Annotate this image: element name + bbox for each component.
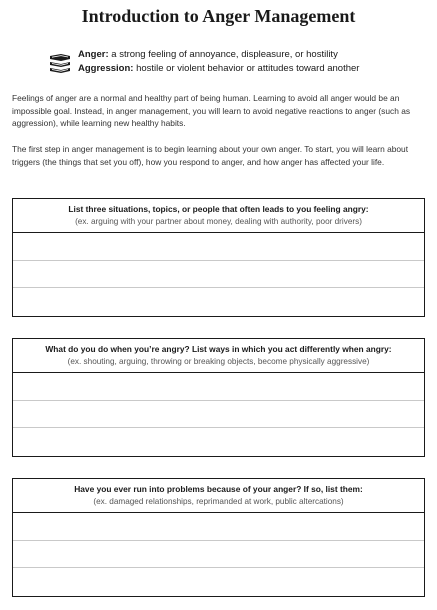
definition-anger <box>78 49 338 60</box>
definition-term: Anger: <box>78 49 109 60</box>
answer-line[interactable] <box>13 401 424 429</box>
triggers-section <box>12 198 425 317</box>
section-question: List three situations, topics, or people that often leads to you feeling angry: <box>68 204 369 214</box>
section-example: (ex. arguing with your partner about money, dealing with authority, poor drivers) <box>75 217 362 226</box>
book-stack-icon <box>48 53 72 73</box>
problems-section <box>12 478 425 597</box>
page-title: Introduction to Anger Management <box>81 6 356 26</box>
definition-text: hostile or violent behavior or attitudes toward another <box>136 63 360 74</box>
section-question: Have you ever run into problems because of your anger? If so, list them: <box>74 484 363 494</box>
answer-line[interactable] <box>13 428 424 456</box>
answer-line[interactable] <box>13 261 424 289</box>
first-step-paragraph: The first step in anger management is to begin learning about your own anger. To start, you will learn about triggers (the things that set you off), how you respond to anger, and how anger has affected your life. <box>12 144 409 167</box>
responses-section <box>12 338 425 457</box>
section-question: What do you do when you’re angry? List ways in which you act differently when angry: <box>45 344 392 354</box>
section-header <box>13 479 424 513</box>
section-example: (ex. damaged relationships, reprimanded at work, public altercations) <box>93 497 344 506</box>
answer-line[interactable] <box>13 233 424 261</box>
section-header <box>13 199 424 233</box>
answer-line[interactable] <box>13 288 424 316</box>
definition-aggression <box>78 63 359 74</box>
answer-line[interactable] <box>13 513 424 541</box>
answer-line[interactable] <box>13 541 424 569</box>
answer-line[interactable] <box>13 373 424 401</box>
section-header <box>13 339 424 373</box>
section-example: (ex. shouting, arguing, throwing or breaking objects, become physically aggressive) <box>67 357 370 366</box>
definition-text: a strong feeling of annoyance, displeasure, or hostility <box>111 49 338 60</box>
answer-line[interactable] <box>13 568 424 596</box>
definition-term: Aggression: <box>78 63 134 74</box>
intro-paragraph: Feelings of anger are a normal and healthy part of being human. Learning to avoid all anger would be an impossible goal. Instead, in anger management, you will learn to avoid negative reactions to anger (such as aggression), while learning new healthy habits. <box>12 93 411 129</box>
